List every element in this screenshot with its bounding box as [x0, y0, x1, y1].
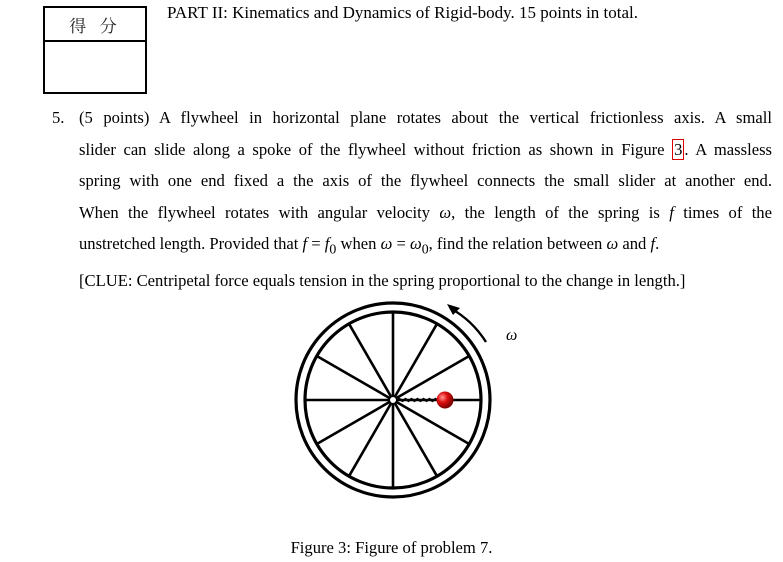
omega0-symbol: ω — [409, 234, 422, 253]
score-box — [43, 6, 147, 94]
flywheel — [296, 303, 490, 497]
omega-symbol: ω — [380, 234, 393, 253]
period: . — [655, 234, 660, 253]
problem-line-4 — [79, 197, 772, 229]
problem-line-5 — [79, 228, 772, 265]
problem-number: 5. — [52, 108, 65, 127]
omega0-subscript: 0 — [421, 241, 429, 257]
and-text: and — [618, 234, 651, 253]
when-text: when — [336, 234, 381, 253]
problem-text — [79, 102, 772, 296]
equals-sign: = — [307, 234, 325, 253]
line-4-mid: , the length of the spring is — [451, 202, 670, 222]
omega-label: ω — [506, 327, 518, 344]
line-4-text: When the flywheel rotates with angular velocity — [79, 202, 440, 222]
equals-sign: = — [392, 234, 410, 253]
slider-ball — [437, 392, 454, 409]
score-label: 得 分 — [45, 8, 145, 42]
problem-line-3: spring with one end fixed a the axis of the flywheel connects the small slider at another end. — [79, 171, 772, 190]
figure-caption: Figure 3: Figure of problem 7. — [290, 538, 493, 557]
omega-symbol: ω — [439, 202, 452, 222]
line-2-tail: . A massless — [684, 139, 772, 159]
problem-line-6: [CLUE: Centripetal force equals tension in the spring proportional to the change in length.] — [79, 270, 686, 290]
problem-line-2 — [79, 134, 772, 166]
problem-line-1: (5 points) A flywheel in horizontal plane rotates about the vertical frictionless axis. A small — [79, 108, 772, 127]
find-text: , find the relation between — [428, 234, 607, 253]
f0-subscript: 0 — [329, 241, 337, 257]
omega-symbol: ω — [606, 234, 619, 253]
axis-hub — [389, 396, 397, 404]
f0-symbol: f — [324, 234, 330, 253]
f-symbol: f — [302, 234, 308, 253]
f-symbol: f — [650, 234, 656, 253]
f-symbol: f — [669, 202, 674, 222]
problem-5 — [52, 102, 772, 296]
line-2-text: slider can slide along a spoke of the flywheel without friction as shown in Figure — [79, 139, 673, 159]
figure-ref-link[interactable]: 3 — [674, 139, 683, 159]
part-title: PART II: Kinematics and Dynamics of Rigid-body. 15 points in total. — [167, 3, 639, 22]
flywheel-figure — [290, 300, 530, 520]
line-4-tail: times of the — [673, 202, 772, 222]
line-5-text: unstretched length. Provided that — [79, 234, 303, 253]
score-cell — [45, 42, 145, 92]
